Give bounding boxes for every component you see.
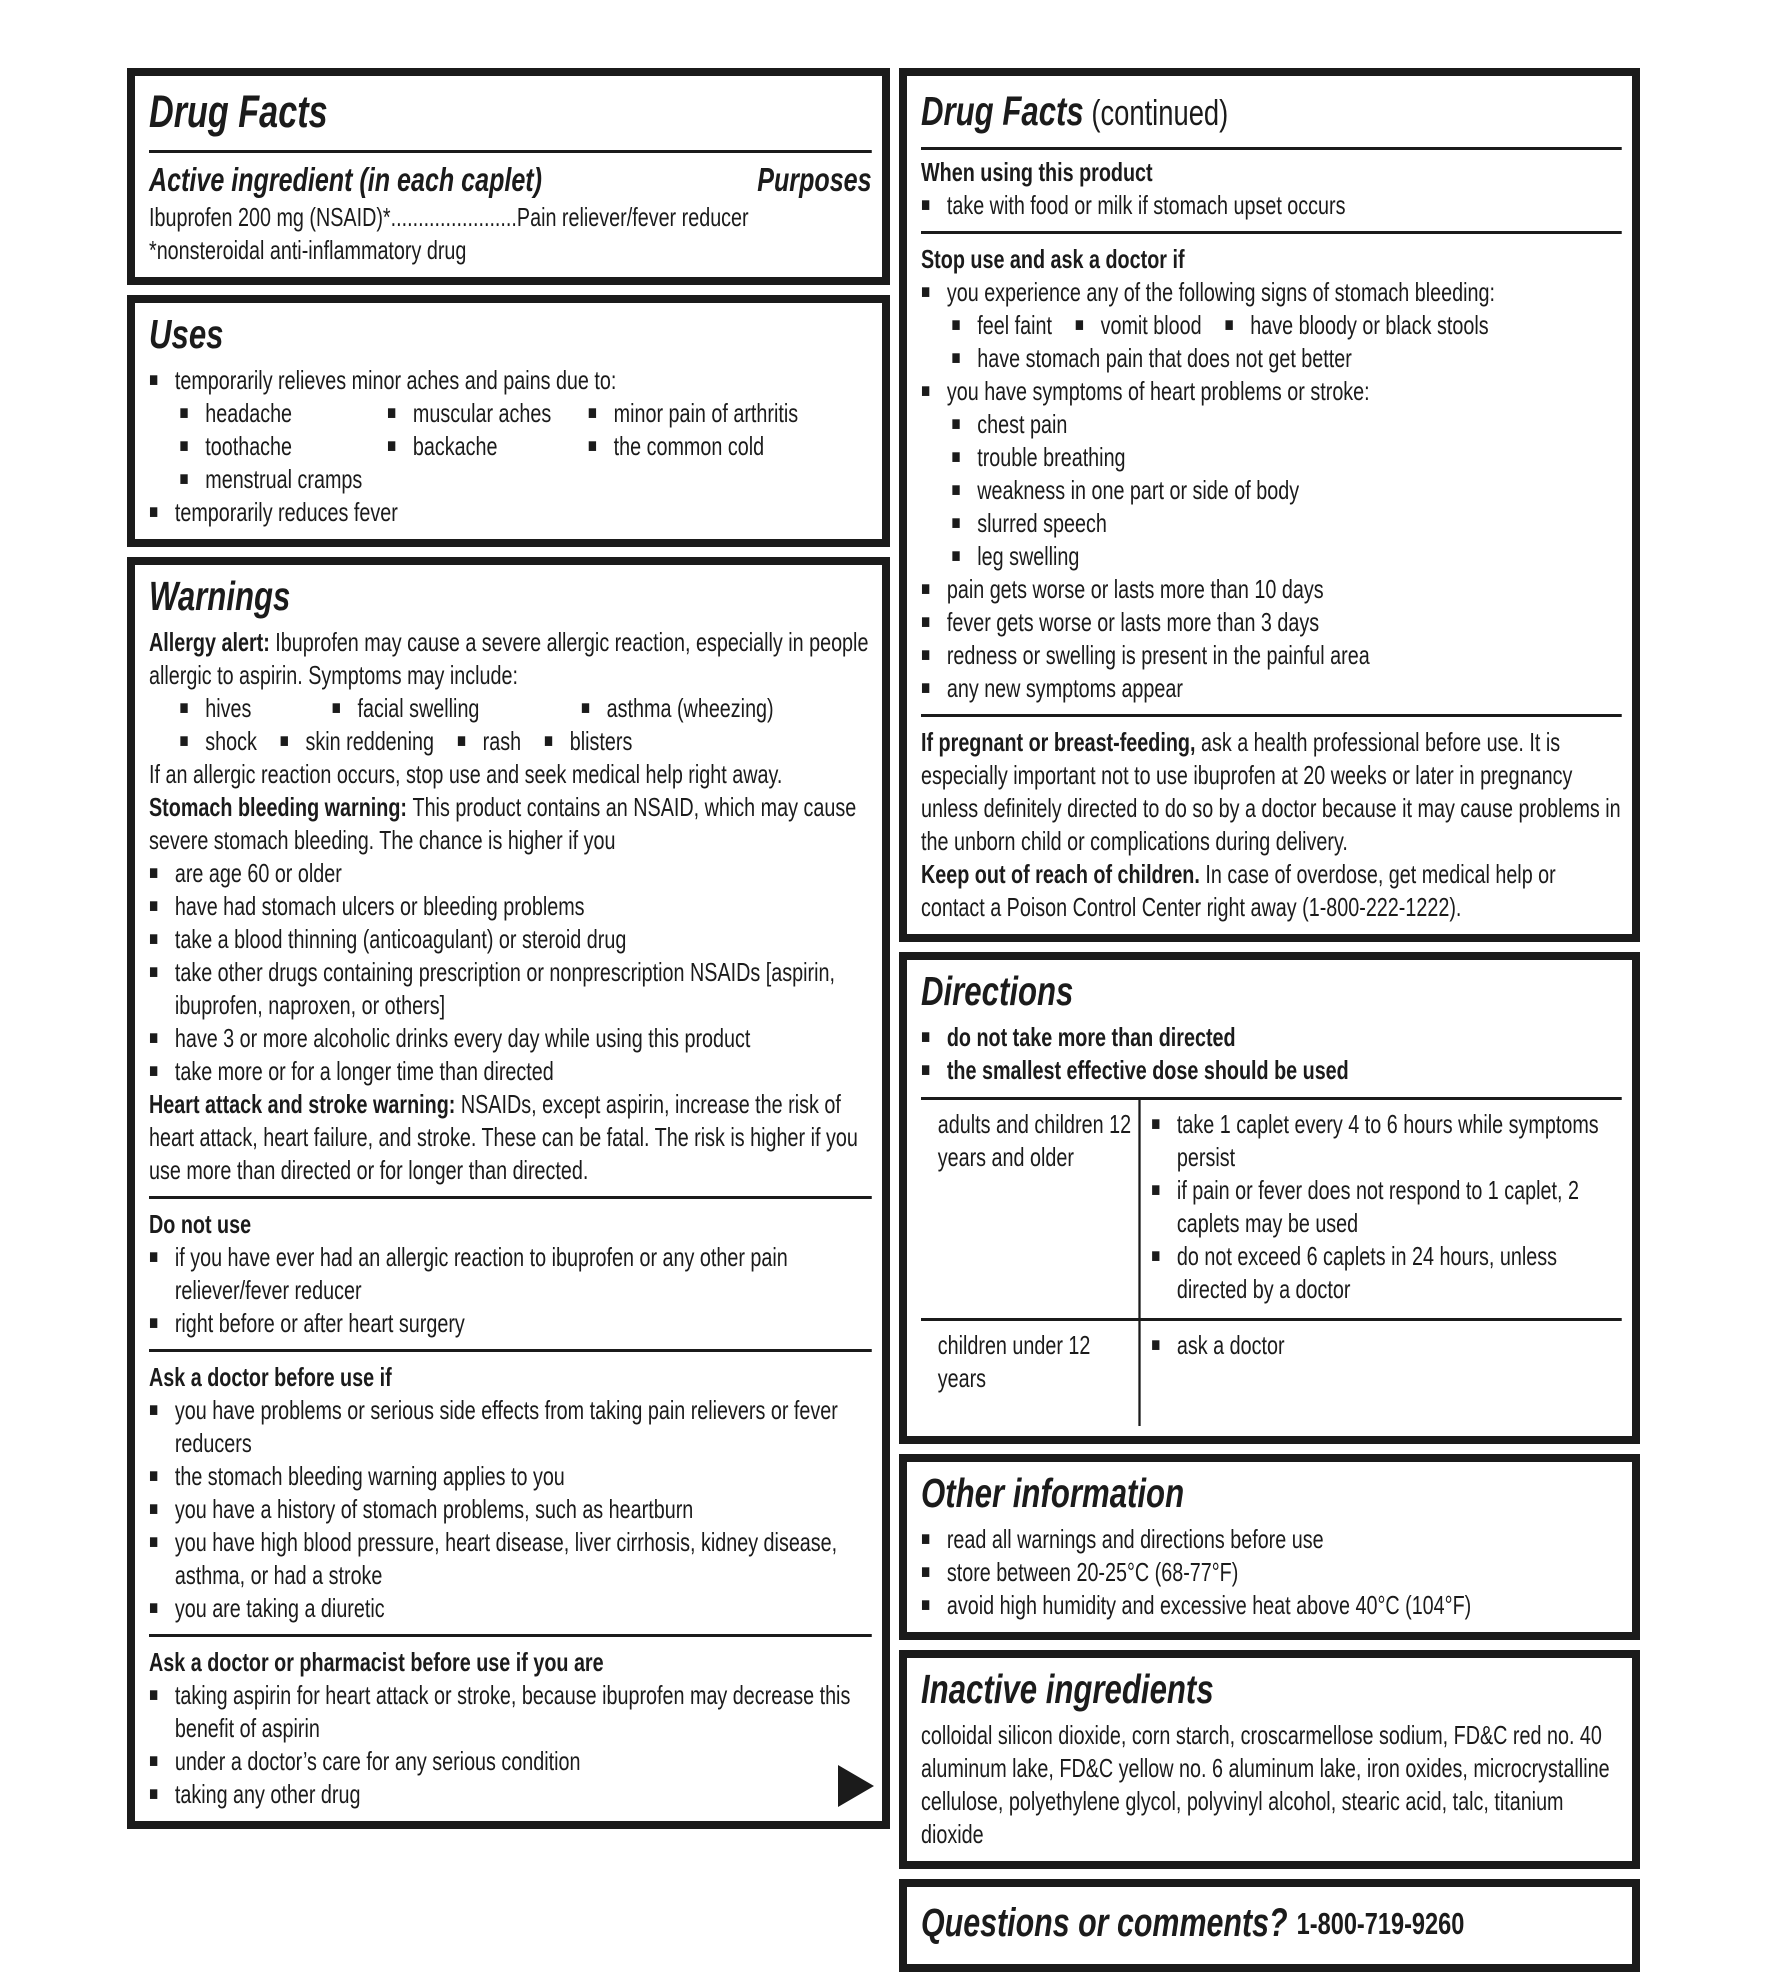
bullet-item bbox=[149, 1745, 872, 1778]
warnings-box bbox=[127, 557, 890, 1829]
bullet-text: you are taking a diuretic bbox=[174, 1593, 385, 1623]
dose-group-cell: adults and children 12 years and older bbox=[937, 1109, 1132, 1172]
bullet-text: ask a doctor bbox=[1176, 1330, 1285, 1360]
allergy-after-text: If an allergic reaction occurs, stop use and seek medical help right away. bbox=[149, 759, 783, 789]
bullet-item bbox=[951, 441, 1621, 474]
bullet-square-icon: ■ bbox=[587, 435, 597, 457]
when-using-title: When using this product bbox=[921, 157, 1153, 187]
bullet-item bbox=[951, 408, 1621, 441]
bullet-square-icon: ■ bbox=[179, 402, 189, 424]
bullet-square-icon: ■ bbox=[1151, 1179, 1161, 1201]
bullet-square-icon: ■ bbox=[149, 1684, 159, 1706]
stop-use-tail-list bbox=[921, 573, 1622, 705]
bullet-item bbox=[179, 463, 387, 496]
bullet-item bbox=[149, 1307, 872, 1340]
uses-fever-bullet: temporarily reduces fever bbox=[174, 497, 398, 527]
stomach-bleeding-text: This product contains an NSAID, which may cause severe stomach bleeding. The chance is higher if you bbox=[149, 792, 857, 855]
bullet-text: backache bbox=[412, 431, 498, 461]
other-information-title: Other information bbox=[921, 1470, 1185, 1516]
bullet-item bbox=[588, 397, 872, 430]
bullet-item bbox=[1224, 309, 1488, 342]
bullet-item bbox=[544, 725, 632, 758]
bullet-item bbox=[149, 1592, 872, 1625]
bullet-item bbox=[921, 1021, 1622, 1054]
directions-intro-list bbox=[921, 1021, 1622, 1087]
heart-symptoms-bullet: you have symptoms of heart problems or stroke: bbox=[946, 376, 1370, 406]
bullet-text: have bloody or black stools bbox=[1250, 310, 1489, 340]
bullet-square-icon: ■ bbox=[149, 1783, 159, 1805]
bullet-text: hives bbox=[205, 693, 252, 723]
heart-attack-lead: Heart attack and stroke warning: bbox=[149, 1089, 461, 1119]
bullet-square-icon: ■ bbox=[543, 730, 554, 752]
bullet-item bbox=[149, 923, 872, 956]
bullet-text: taking aspirin for heart attack or stroke, because ibuprofen may decrease this benefit of aspirin bbox=[174, 1680, 851, 1743]
bullet-square-icon: ■ bbox=[921, 1594, 931, 1616]
bullet-text: take more or for a longer time than directed bbox=[174, 1056, 554, 1086]
bullet-item bbox=[387, 397, 588, 430]
bullet-square-icon: ■ bbox=[179, 435, 189, 457]
bullet-square-icon: ■ bbox=[921, 281, 931, 303]
bullet-item bbox=[921, 276, 1622, 309]
allergy-alert-text: Ibuprofen may cause a severe allergic reaction, especially in people allergic to aspirin. Symptoms may include: bbox=[149, 627, 869, 690]
bullet-item bbox=[149, 857, 872, 890]
bullet-square-icon: ■ bbox=[149, 1750, 159, 1772]
bullet-item bbox=[179, 692, 331, 725]
stomach-bleeding-paragraph bbox=[149, 791, 872, 857]
bullet-square-icon: ■ bbox=[149, 1465, 159, 1487]
bullet-item bbox=[921, 1523, 1622, 1556]
bullet-item bbox=[179, 725, 256, 758]
bullet-item bbox=[457, 725, 521, 758]
bullet-text: leg swelling bbox=[977, 541, 1080, 571]
bullet-square-icon: ■ bbox=[179, 730, 189, 752]
bullet-text: you have a history of stomach problems, such as heartburn bbox=[174, 1494, 694, 1524]
bullet-item bbox=[149, 1526, 872, 1592]
bullet-text: chest pain bbox=[977, 409, 1068, 439]
heart-symptoms-sub-list bbox=[951, 408, 1621, 573]
bullet-item bbox=[332, 692, 581, 725]
bullet-text: muscular aches bbox=[412, 398, 552, 428]
drug-facts-title: Drug Facts bbox=[149, 78, 872, 153]
bullet-item bbox=[149, 1394, 872, 1460]
bullet-text: have had stomach ulcers or bleeding problems bbox=[174, 891, 585, 921]
bullet-text: take other drugs containing prescription or nonprescription NSAIDs [aspirin, ibuprofen, naproxen, or others] bbox=[174, 957, 835, 1020]
ask-pharmacist-title: Ask a doctor or pharmacist before use if you are bbox=[149, 1647, 604, 1677]
ask-doctor-title: Ask a doctor before use if bbox=[149, 1362, 392, 1392]
bullet-text: the stomach bleeding warning applies to you bbox=[174, 1461, 565, 1491]
bullet-text: if you have ever had an allergic reaction to ibuprofen or any other pain reliever/fever reducer bbox=[174, 1242, 788, 1305]
ask-doctor-list bbox=[149, 1394, 872, 1625]
dose-instructions-cell bbox=[1138, 1100, 1621, 1318]
keep-out-of-reach-lead: Keep out of reach of children. bbox=[921, 859, 1206, 889]
bullet-square-icon: ■ bbox=[1151, 1245, 1161, 1267]
allergy-alert-paragraph bbox=[149, 626, 872, 692]
bullet-text: take 1 caplet every 4 to 6 hours while symptoms persist bbox=[1176, 1109, 1599, 1172]
bullet-square-icon: ■ bbox=[951, 413, 961, 435]
bullet-text: take with food or milk if stomach upset occurs bbox=[946, 190, 1346, 220]
left-column bbox=[127, 68, 890, 1809]
bullet-item bbox=[149, 1679, 872, 1745]
bullet-square-icon: ■ bbox=[951, 446, 961, 468]
inactive-ingredients-title: Inactive ingredients bbox=[921, 1666, 1214, 1712]
bullet-square-icon: ■ bbox=[279, 730, 289, 752]
heart-attack-paragraph bbox=[149, 1088, 872, 1187]
bullet-square-icon: ■ bbox=[951, 545, 961, 567]
warnings-title: Warnings bbox=[149, 573, 291, 619]
bleeding-signs-sub-list bbox=[951, 342, 1621, 375]
bullet-item bbox=[921, 606, 1622, 639]
bullet-text: the common cold bbox=[613, 431, 765, 461]
bullet-square-icon: ■ bbox=[1151, 1113, 1161, 1135]
bullet-item bbox=[951, 474, 1621, 507]
bullet-square-icon: ■ bbox=[149, 895, 159, 917]
bullet-text: shock bbox=[205, 726, 257, 756]
keep-out-of-reach-text: In case of overdose, get medical help or contact a Poison Control Center right away (1-800-222-1222). bbox=[921, 859, 1556, 922]
bullet-item bbox=[149, 1241, 872, 1307]
pregnant-lead: If pregnant or breast-feeding, bbox=[921, 727, 1201, 757]
bullet-square-icon: ■ bbox=[149, 862, 159, 884]
bullet-item bbox=[921, 1589, 1622, 1622]
bullet-square-icon: ■ bbox=[921, 611, 931, 633]
other-information-box bbox=[899, 1454, 1640, 1640]
bullet-item bbox=[179, 430, 387, 463]
divider bbox=[921, 231, 1622, 234]
pregnant-paragraph bbox=[921, 726, 1622, 858]
bullet-text: taking any other drug bbox=[174, 1779, 361, 1809]
bullet-square-icon: ■ bbox=[951, 512, 961, 534]
bullet-text: you have high blood pressure, heart disease, liver cirrhosis, kidney disease, asthma, or had a stroke bbox=[174, 1527, 838, 1590]
bullet-square-icon: ■ bbox=[921, 1059, 931, 1081]
bullet-item bbox=[921, 1556, 1622, 1589]
bullet-text: slurred speech bbox=[977, 508, 1107, 538]
bullet-square-icon: ■ bbox=[921, 194, 931, 216]
questions-title: Questions or comments? bbox=[921, 1901, 1288, 1945]
bullet-text: pain gets worse or lasts more than 10 days bbox=[946, 574, 1324, 604]
bullet-item bbox=[149, 1493, 872, 1526]
divider bbox=[149, 1349, 872, 1352]
purposes-header: Purposes bbox=[757, 161, 872, 198]
bullet-item bbox=[588, 430, 872, 463]
bullet-item bbox=[921, 189, 1622, 222]
bullet-text: avoid high humidity and excessive heat above 40°C (104°F) bbox=[946, 1590, 1472, 1620]
pregnant-text: ask a health professional before use. It is especially important not to use ibuprofen at 20 weeks or later in pregnancy unless definitely directed to do so by a doctor because it may cause problems in the unborn child or complications during delivery. bbox=[921, 727, 1621, 856]
divider bbox=[149, 1196, 872, 1199]
questions-box bbox=[899, 1879, 1640, 1972]
drug-facts-label bbox=[127, 68, 1640, 1945]
bullet-text: rash bbox=[482, 726, 522, 756]
bullet-square-icon: ■ bbox=[1224, 314, 1234, 336]
active-ingredient-footnote: *nonsteroidal anti-inflammatory drug bbox=[149, 235, 467, 265]
bullet-square-icon: ■ bbox=[179, 468, 189, 490]
bullet-text: store between 20-25°C (68-77°F) bbox=[946, 1557, 1239, 1587]
bullet-item bbox=[387, 430, 588, 463]
bullet-item bbox=[1075, 309, 1202, 342]
bleeding-signs-inline-list bbox=[951, 309, 1621, 342]
bullet-text: take a blood thinning (anticoagulant) or steroid drug bbox=[174, 924, 627, 954]
bullet-text: skin reddening bbox=[305, 726, 435, 756]
bullet-text: under a doctor’s care for any serious condition bbox=[174, 1746, 581, 1776]
when-using-list bbox=[921, 189, 1622, 222]
bullet-text: have 3 or more alcoholic drinks every day while using this product bbox=[174, 1023, 751, 1053]
bullet-text: fever gets worse or lasts more than 3 days bbox=[946, 607, 1320, 637]
bullet-text: you have problems or serious side effects from taking pain relievers or fever reducers bbox=[174, 1395, 838, 1458]
bullet-item bbox=[149, 1460, 872, 1493]
do-not-use-list bbox=[149, 1241, 872, 1340]
bullet-square-icon: ■ bbox=[149, 928, 159, 950]
bullet-square-icon: ■ bbox=[331, 697, 341, 719]
bullet-square-icon: ■ bbox=[580, 697, 591, 719]
continued-label: (continued) bbox=[1091, 92, 1229, 133]
bullet-square-icon: ■ bbox=[149, 961, 159, 983]
other-information-list bbox=[921, 1523, 1622, 1622]
bullet-square-icon: ■ bbox=[149, 1246, 159, 1268]
bullet-text: vomit blood bbox=[1100, 310, 1202, 340]
bullet-square-icon: ■ bbox=[921, 677, 931, 699]
right-column bbox=[899, 68, 1640, 1945]
bullet-text: have stomach pain that does not get better bbox=[977, 343, 1352, 373]
bullet-text: asthma (wheezing) bbox=[606, 693, 774, 723]
directions-title: Directions bbox=[921, 968, 1074, 1014]
bullet-square-icon: ■ bbox=[951, 479, 961, 501]
bullet-text: facial swelling bbox=[357, 693, 480, 723]
bullet-square-icon: ■ bbox=[149, 1498, 159, 1520]
active-ingredient-box bbox=[127, 68, 890, 285]
dose-group-cell: children under 12 years bbox=[937, 1330, 1091, 1393]
bullet-text: headache bbox=[205, 398, 293, 428]
uses-box bbox=[127, 295, 890, 547]
bullet-text: feel faint bbox=[977, 310, 1052, 340]
bullet-square-icon: ■ bbox=[921, 644, 931, 666]
bullet-text: menstrual cramps bbox=[205, 464, 363, 494]
bullet-item bbox=[149, 956, 872, 1022]
bullet-text: do not exceed 6 caplets in 24 hours, unless directed by a doctor bbox=[1176, 1241, 1558, 1304]
bullet-text: minor pain of arthritis bbox=[613, 398, 799, 428]
bullet-text: trouble breathing bbox=[977, 442, 1126, 472]
bullet-square-icon: ■ bbox=[387, 435, 397, 457]
bullet-item bbox=[921, 375, 1622, 408]
bullet-item bbox=[951, 507, 1621, 540]
bullet-square-icon: ■ bbox=[951, 347, 961, 369]
stop-use-title: Stop use and ask a doctor if bbox=[921, 244, 1185, 274]
bullet-item bbox=[149, 364, 872, 397]
bullet-text: right before or after heart surgery bbox=[174, 1308, 465, 1338]
bullet-square-icon: ■ bbox=[921, 380, 931, 402]
drug-facts-continued-title: Drug Facts bbox=[921, 88, 1084, 134]
divider bbox=[921, 714, 1622, 717]
bullet-square-icon: ■ bbox=[921, 578, 931, 600]
inactive-ingredients-text: colloidal silicon dioxide, corn starch, croscarmellose sodium, FD&C red no. 40 aluminum lake, FD&C yellow no. 6 aluminum lake, iron oxides, microcrystalline cellulose, polyethylene glycol, polyvinyl alcohol, stearic acid, talc, titanium dioxide bbox=[921, 1720, 1610, 1849]
divider bbox=[149, 1634, 872, 1637]
bullet-square-icon: ■ bbox=[921, 1026, 931, 1048]
table-row bbox=[921, 1318, 1622, 1426]
bullet-text: read all warnings and directions before use bbox=[946, 1524, 1324, 1554]
uses-main-bullet: temporarily relieves minor aches and pains due to: bbox=[174, 365, 617, 395]
bullet-item bbox=[280, 725, 434, 758]
bullet-text: any new symptoms appear bbox=[946, 673, 1183, 703]
directions-table bbox=[921, 1097, 1622, 1426]
directions-box bbox=[899, 952, 1640, 1444]
bullet-square-icon: ■ bbox=[1151, 1334, 1161, 1356]
bullet-square-icon: ■ bbox=[1074, 314, 1084, 336]
bullet-item bbox=[951, 540, 1621, 573]
bullet-square-icon: ■ bbox=[951, 314, 961, 336]
bullet-item bbox=[149, 1778, 872, 1811]
bullet-square-icon: ■ bbox=[179, 697, 189, 719]
bullet-item bbox=[921, 672, 1622, 705]
bullet-item bbox=[951, 342, 1621, 375]
bullet-square-icon: ■ bbox=[149, 501, 159, 523]
bullet-text: are age 60 or older bbox=[174, 858, 342, 888]
inactive-ingredients-box bbox=[899, 1650, 1640, 1869]
bullet-item bbox=[921, 573, 1622, 606]
bullet-text: toothache bbox=[205, 431, 293, 461]
bullet-item bbox=[149, 496, 872, 529]
bullet-square-icon: ■ bbox=[149, 1060, 159, 1082]
bullet-item bbox=[1151, 1174, 1621, 1240]
dose-instructions-cell bbox=[1138, 1321, 1621, 1426]
bullet-square-icon: ■ bbox=[149, 1597, 159, 1619]
drug-facts-continued-title-row bbox=[921, 78, 1622, 150]
bullet-item bbox=[1151, 1240, 1621, 1306]
bullet-item bbox=[951, 309, 1052, 342]
bullet-square-icon: ■ bbox=[387, 402, 397, 424]
bullet-square-icon: ■ bbox=[149, 1399, 159, 1421]
bullet-square-icon: ■ bbox=[149, 1531, 159, 1553]
stomach-bleeding-signs-bullet: you experience any of the following signs of stomach bleeding: bbox=[946, 277, 1495, 307]
bullet-square-icon: ■ bbox=[456, 730, 467, 752]
stomach-bleeding-lead: Stomach bleeding warning: bbox=[149, 792, 413, 822]
bullet-item bbox=[581, 692, 872, 725]
bullet-text: blisters bbox=[569, 726, 633, 756]
bullet-square-icon: ■ bbox=[921, 1528, 931, 1550]
bullet-item bbox=[921, 1054, 1622, 1087]
stomach-bleeding-list bbox=[149, 857, 872, 1088]
questions-row bbox=[921, 1889, 1622, 1954]
bullet-text: the smallest effective dose should be used bbox=[946, 1055, 1349, 1085]
uses-title: Uses bbox=[149, 311, 224, 357]
allergy-symptoms-row2 bbox=[179, 725, 871, 758]
continued-arrow-icon bbox=[838, 1765, 874, 1807]
continued-box bbox=[899, 68, 1640, 942]
uses-sub-list bbox=[179, 397, 871, 496]
questions-phone-number: 1-800-719-9260 bbox=[1296, 1905, 1465, 1941]
keep-out-of-reach-paragraph bbox=[921, 858, 1622, 924]
active-ingredient-header-row bbox=[149, 161, 872, 199]
ask-pharmacist-list bbox=[149, 1679, 872, 1811]
bullet-text: do not take more than directed bbox=[946, 1022, 1236, 1052]
bullet-square-icon: ■ bbox=[149, 1027, 159, 1049]
table-row bbox=[921, 1100, 1622, 1318]
bullet-item bbox=[149, 1022, 872, 1055]
bullet-square-icon: ■ bbox=[587, 402, 597, 424]
allergy-symptoms-row1 bbox=[179, 692, 871, 725]
allergy-alert-lead: Allergy alert: bbox=[149, 627, 276, 657]
bullet-square-icon: ■ bbox=[921, 1561, 931, 1583]
bullet-item bbox=[179, 397, 387, 430]
bullet-text: if pain or fever does not respond to 1 caplet, 2 caplets may be used bbox=[1176, 1175, 1579, 1238]
bullet-square-icon: ■ bbox=[149, 1312, 159, 1334]
bullet-text: weakness in one part or side of body bbox=[977, 475, 1300, 505]
bullet-item bbox=[1151, 1108, 1621, 1174]
bullet-text: redness or swelling is present in the painful area bbox=[946, 640, 1370, 670]
do-not-use-title: Do not use bbox=[149, 1209, 252, 1239]
bullet-item bbox=[921, 639, 1622, 672]
heart-attack-text: NSAIDs, except aspirin, increase the risk of heart attack, heart failure, and stroke. These can be fatal. The risk is higher if you use more than directed or for longer than directed. bbox=[149, 1089, 858, 1185]
bullet-square-icon: ■ bbox=[149, 369, 159, 391]
bullet-item bbox=[149, 890, 872, 923]
active-ingredient-line: Ibuprofen 200 mg (NSAID)*.......................Pain reliever/fever reducer bbox=[149, 202, 749, 232]
bullet-item bbox=[149, 1055, 872, 1088]
active-ingredient-header: Active ingredient (in each caplet) bbox=[149, 161, 543, 198]
bullet-item bbox=[1151, 1329, 1621, 1362]
